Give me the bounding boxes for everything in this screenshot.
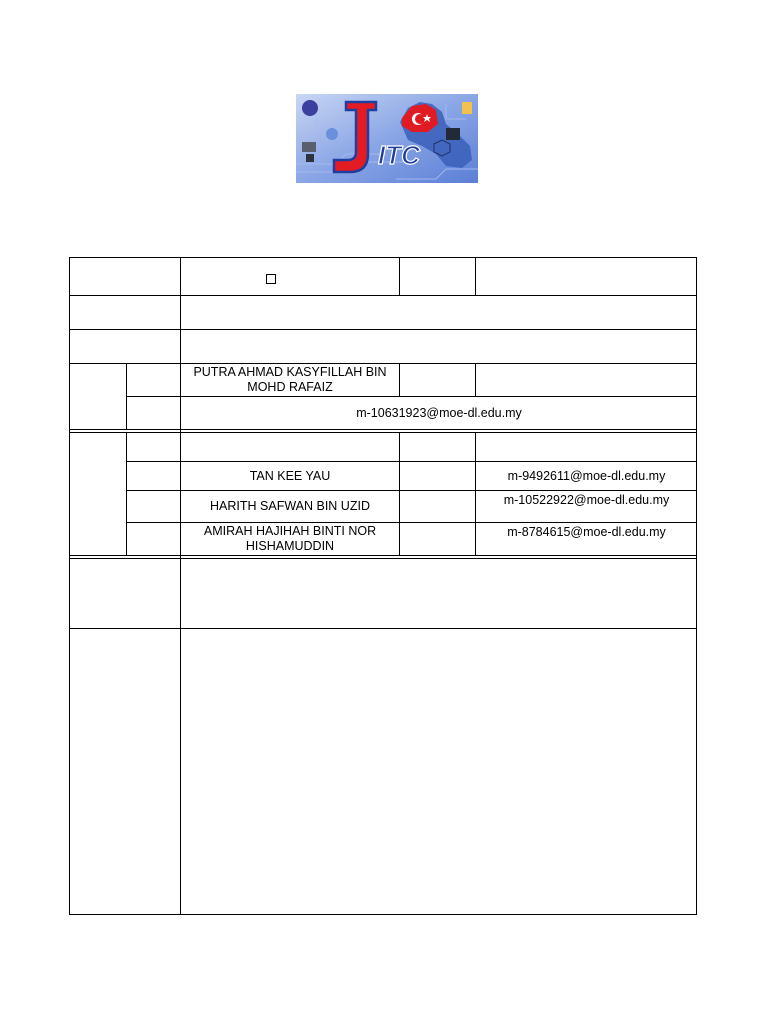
member-email: m-8784615@moe-dl.edu.my	[507, 525, 666, 539]
jitc-logo	[296, 94, 478, 183]
member-name: AMIRAH HAJIHAH BINTI NOR HISHAMUDDIN	[203, 524, 377, 553]
member-name: TAN KEE YAU	[249, 468, 331, 483]
member-name	[181, 433, 399, 461]
svg-text:ITC: ITC	[378, 140, 420, 170]
member-email	[476, 433, 697, 461]
member-email: m-10522922@moe-dl.edu.my	[503, 493, 670, 507]
checkbox[interactable]	[266, 274, 276, 284]
form-table	[69, 257, 697, 915]
student-name: PUTRA AHMAD KASYFILLAH BIN MOHD RAFAIZ	[193, 365, 387, 394]
member-email: m-9492611@moe-dl.edu.my	[507, 468, 666, 483]
member-name: HARITH SAFWAN BIN UZID	[210, 499, 370, 513]
student-email: m-10631923@moe-dl.edu.my	[356, 405, 522, 420]
